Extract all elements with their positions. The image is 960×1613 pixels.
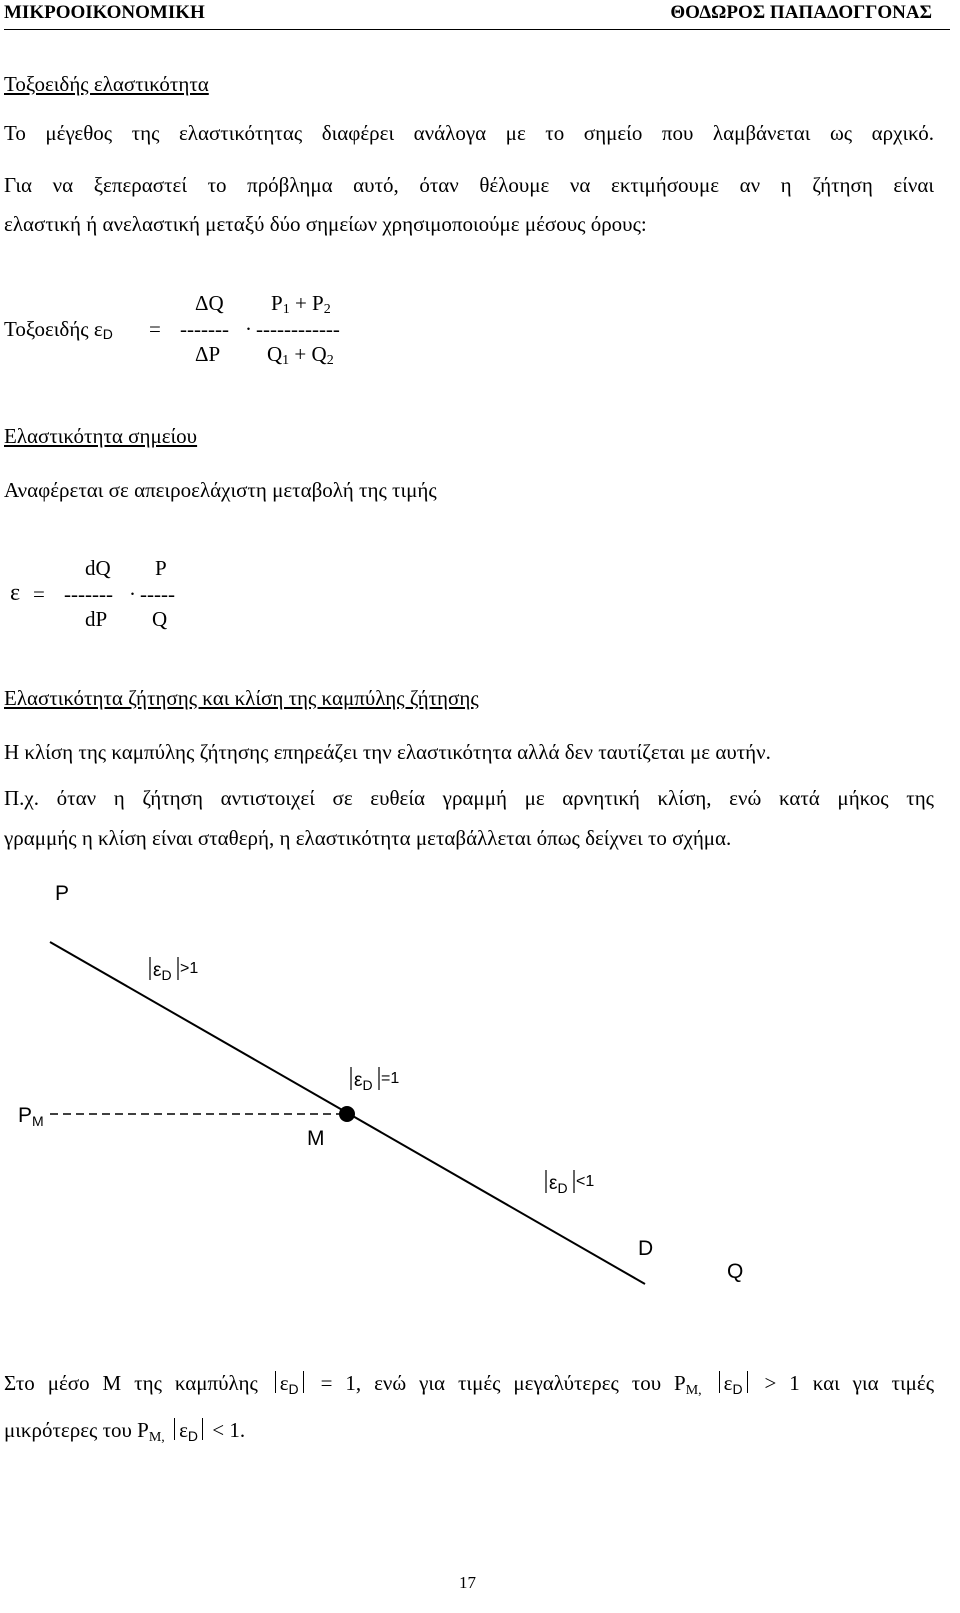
formula-numerator-p-sum: P1 + P2 [271,291,331,317]
annotation-unit-elastic [351,1067,399,1093]
annotation-elastic-relation: >1 [180,960,199,977]
abs-bar [719,1371,720,1393]
conclusion-line-1: Στο μέσο Μ της καμπύλης $\varepsilon_D = 1$, ενώ για τιμές μεγαλύτερες του $P_{M,}$ $\varepsilon_D > 1$ και για τιμές [4,1371,935,1398]
midpoint-m-marker [339,1106,355,1122]
header-course-title: ΜΙΚΡΟΟΙΚΟΝΟΜΙΚΗ [4,2,205,23]
formula-dot: · [129,582,136,606]
section-heading-slope: Ελαστικότητα ζήτησης και κλίση της καμπύλης ζήτησης [4,686,479,710]
paragraph-line: Το μέγεθος της ελαστικότητας διαφέρει ανάλογα με το σημείο που λαμβάνεται ως αρχικό. [4,121,934,145]
point-label-m: M [307,1127,325,1150]
header-author: ΘΟΔΩΡΟΣ ΠΑΠΑΔΟΓΓΟΝΑΣ [670,2,932,23]
formula-denominator-delta-p: ΔP [195,342,221,366]
curve-label-d: D [638,1237,654,1260]
abs-bar [275,1371,276,1393]
formula-numerator-delta-q: ΔQ [195,291,224,315]
axis-label-p: P [55,882,70,905]
paragraph-line: γραμμής η κλίση είναι σταθερή, η ελαστικότητα μεταβάλλεται όπως δείχνει το σχήμα. [4,826,732,850]
paragraph-line: Αναφέρεται σε απειροελάχιστη μεταβολή της τιμής [4,478,437,502]
annotation-inelastic-text: $\varepsilon_D$ [549,1173,568,1196]
formula-equals: = [33,582,45,606]
annotation-elastic-text: $\varepsilon_D$. [153,960,177,983]
annotation-unit-relation: =1 [381,1070,400,1087]
annotation-unit-text: $\varepsilon_D$ [354,1070,373,1093]
formula-denominator-q-sum: Q1 + Q2 [267,342,334,368]
demand-elasticity-chart [0,870,960,1300]
paragraph-line: Για να ξεπεραστεί το πρόβλημα αυτό, όταν θέλουμε να εκτιμήσουμε αν η ζήτηση είναι [4,173,934,197]
axis-label-q: Q [727,1260,744,1283]
header-rule [4,29,950,30]
formula-equals: = [149,317,161,341]
conclusion-line-2: μικρότερες του $P_{M,}$ $\varepsilon_D < 1$. [4,1418,246,1445]
annotation-inelastic-relation: <1 [576,1173,595,1190]
paragraph-line: Π.χ. όταν η ζήτηση αντιστοιχεί σε ευθεία γραμμή με αρνητική κλίση, ενώ κατά μήκος της [4,786,934,810]
formula-fraction-line: ------- [64,582,113,606]
annotation-elastic [150,957,198,983]
formula-fraction-line: ------- [180,317,229,341]
formula-dot: · [245,317,252,341]
formula-label: Τοξοειδής εD [4,317,113,342]
formula-numerator-dq: dQ [85,556,111,580]
paragraph-line: ελαστική ή ανελαστική μεταξύ δύο σημείων χρησιμοποιούμε μέσους όρους: [4,212,647,236]
paragraph-line: Η κλίση της καμπύλης ζήτησης επηρεάζει την ελαστικότητα αλλά δεν ταυτίζεται με αυτήν. [4,740,771,764]
price-label-pm: PM [18,1104,44,1129]
formula-numerator-p: P [155,556,167,580]
abs-bar [747,1371,748,1393]
abs-bar [202,1418,203,1440]
abs-bar [174,1418,175,1440]
section-heading-point-elasticity: Ελαστικότητα σημείου [4,424,198,448]
page-number: 17 [459,1573,476,1592]
formula-denominator-dp: dP [85,607,108,631]
formula-denominator-q: Q [152,607,168,631]
section-heading-arc-elasticity: Τοξοειδής ελαστικότητα [4,72,209,96]
abs-bar [303,1371,304,1393]
formula-fraction-line: ----- [140,582,175,606]
formula-fraction-line: ------------ [256,317,340,341]
annotation-inelastic [546,1170,594,1196]
formula-label: ε [10,580,21,606]
